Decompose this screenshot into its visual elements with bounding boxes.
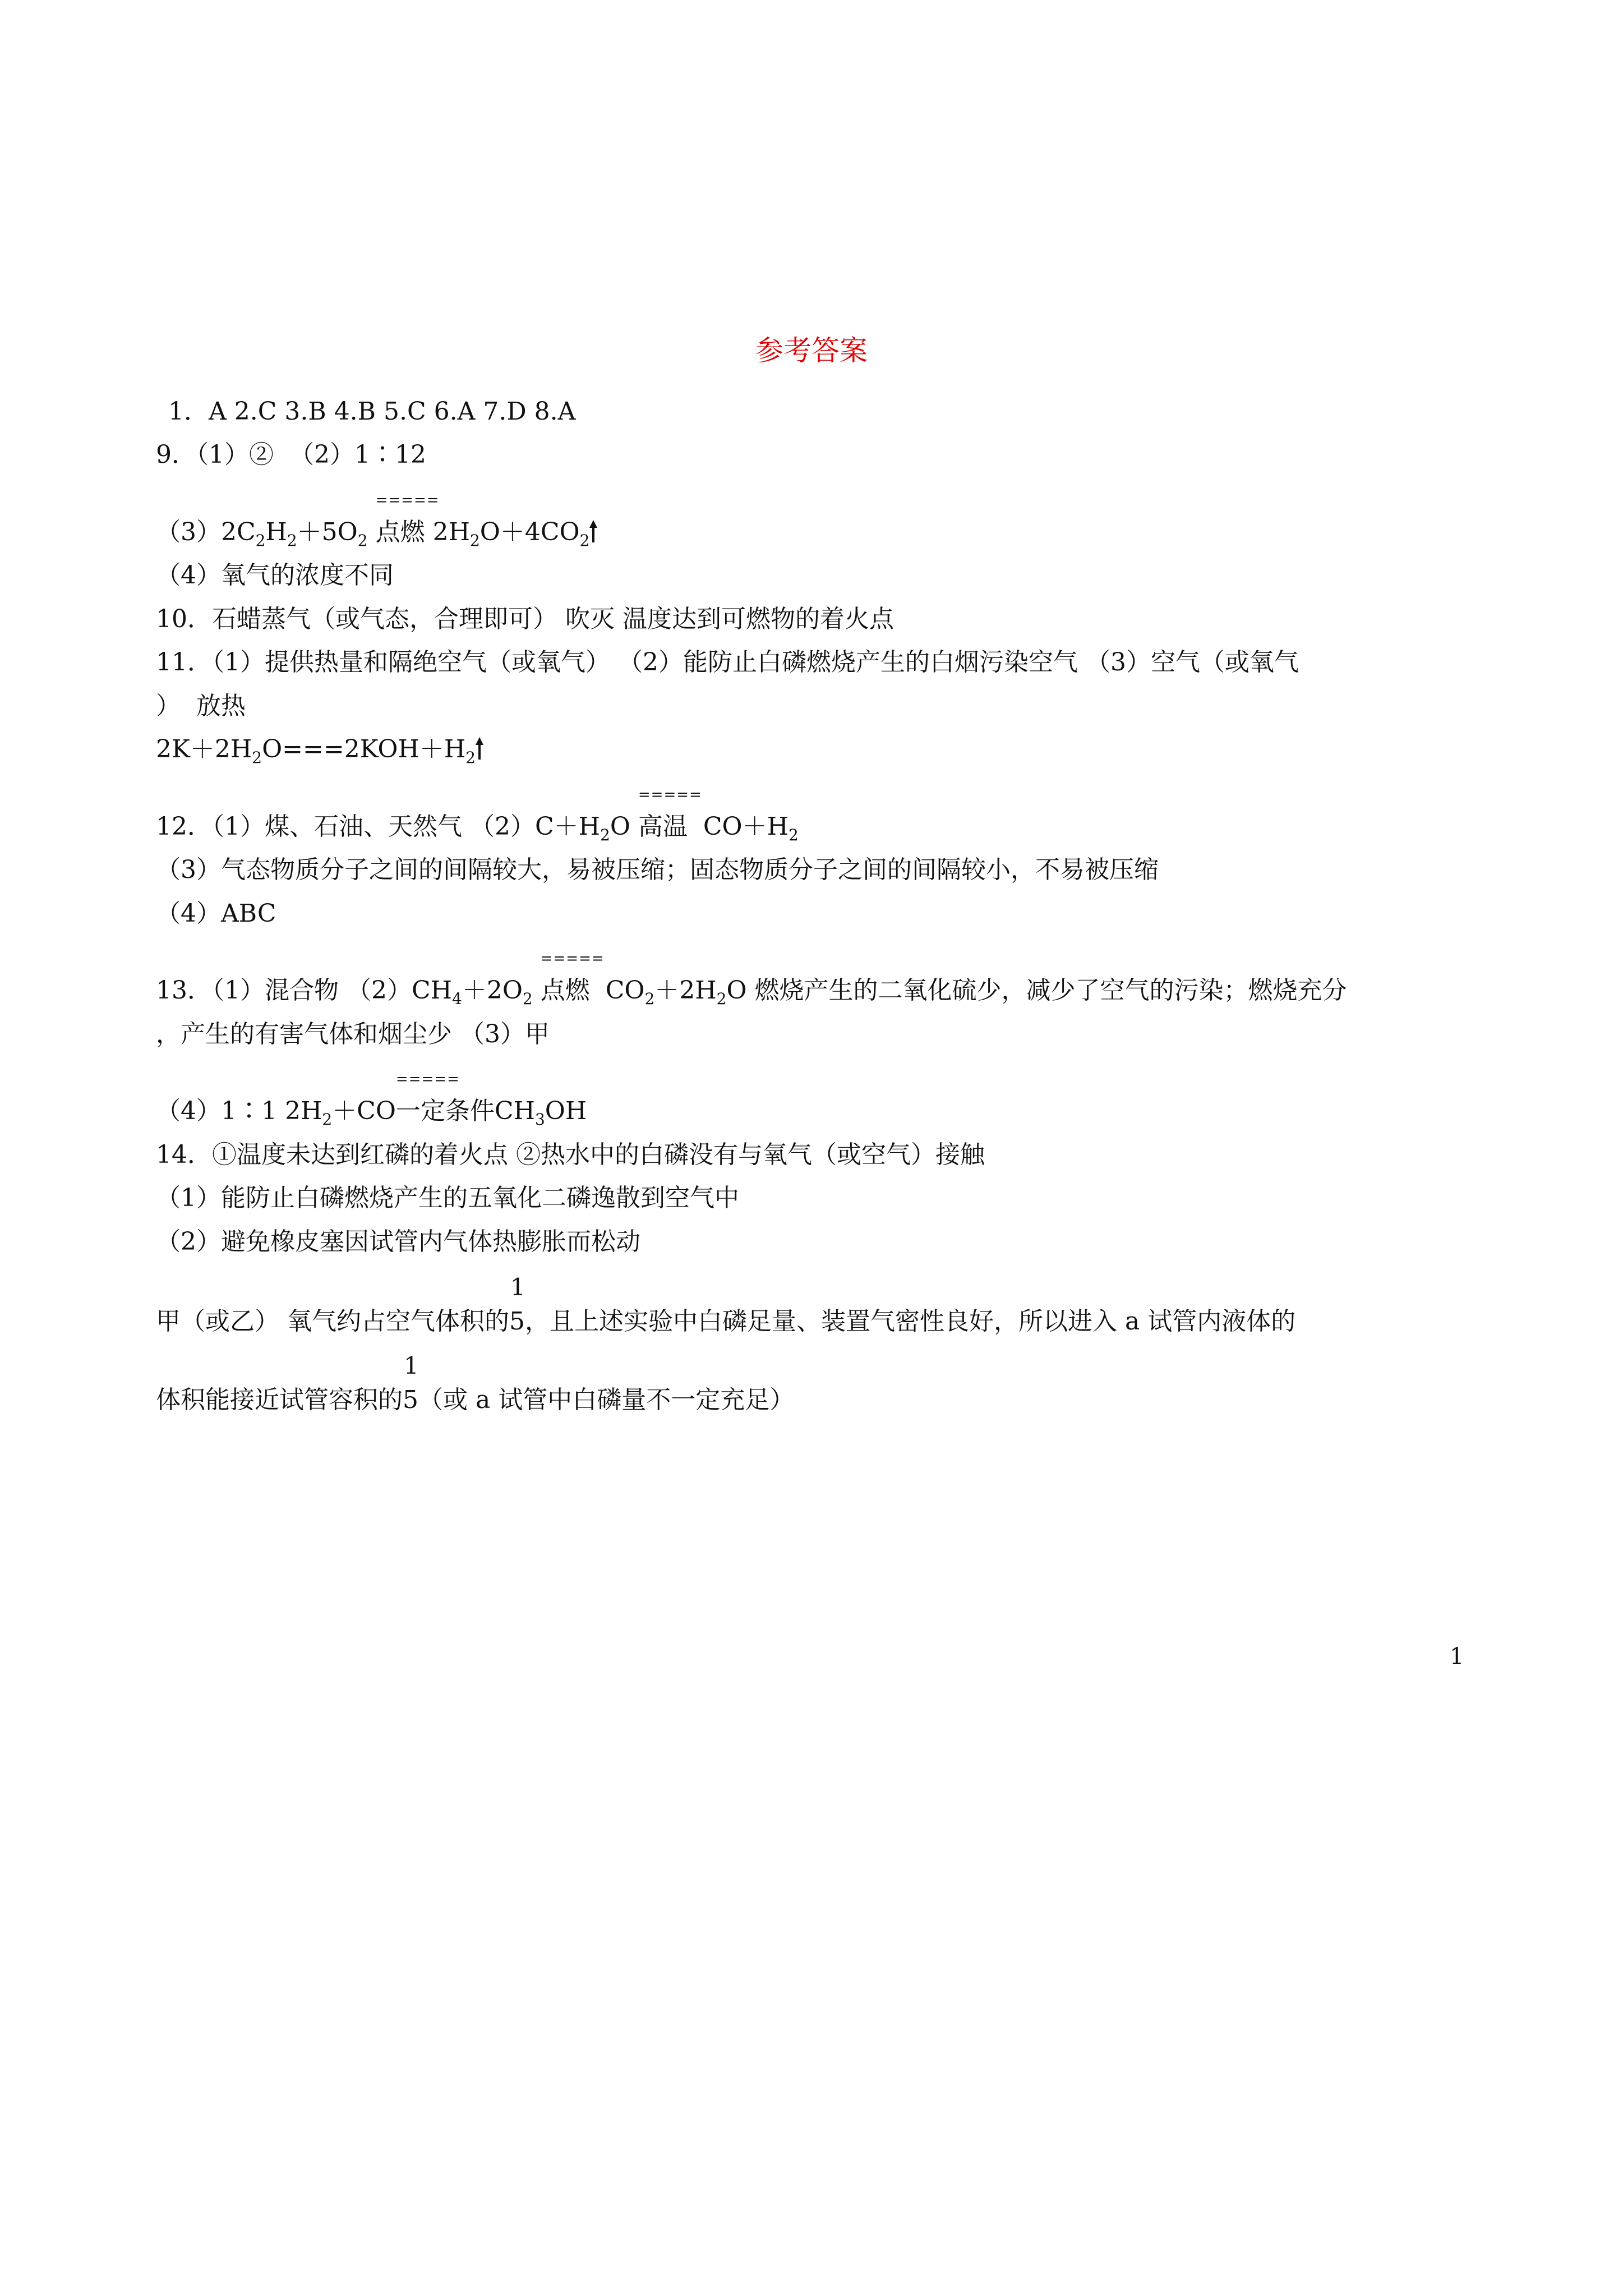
answer-14-line-1: 14．①温度未达到红磷的着火点 ②热水中的白磷没有与氧气（或空气）接触 [156,1140,985,1169]
gas-up-arrow-icon [589,520,597,542]
fraction: 1 5 [403,1352,419,1414]
reaction-condition: ===== 点燃 [540,950,605,1005]
answer-11-equation: $2K+2H_2O===2KOH+H_2$ [156,735,483,764]
answer-10: 10．石蜡蒸气（或气态，合理即可） 吹灭 温度达到可燃物的着火点 [156,605,894,633]
reaction-condition: ===== 一定条件 [395,1071,495,1125]
answer-13-line-2: ，产生的有害气体和烟尘少 （3）甲 [156,1020,550,1048]
reaction-condition: ===== 高温 [638,786,702,841]
answer-12-line-2: （3）气态物质分子之间的间隔较大，易被压缩；固态物质分子之间的间隔较小，不易被压缩 [156,855,1159,884]
page-number: 1 [1450,1644,1464,1669]
answer-11-line-1: 11．（1）提供热量和隔绝空气（或氧气） （2）能防止白磷燃烧产生的白烟污染空气 （3）空气（或氧气 [156,648,1299,677]
answer-9-line-3: （4）氧气的浓度不同 [156,561,394,590]
answer-9-equation: $(3)2C_2H_2+5O_2$ ===== 点燃 $2H_2O+4CO_2$ [156,518,597,547]
answer-14-line-5: 体积能接近试管容积的 1 5（或 a 试管中白磷量不一定充足） [156,1352,795,1414]
gas-up-arrow-icon [476,737,483,760]
answer-14-line-4: 甲（或乙） 氧气约占空气体积的 1 5，且上述实验中白磷足量、装置气密性良好，所以进入 a 试管内液体的 [156,1273,1296,1336]
fraction: 1 5 [509,1273,525,1336]
answer-12-line-3: （4）ABC [156,899,276,928]
answer-9-line-1: 9．（1）② （2）1∶12 [156,440,426,469]
answer-12-line-1: 12．（1）煤、石油、天然气 $(2)C+H_2O$ ===== 高温 $CO+H_2$ [156,786,799,844]
reaction-condition: ===== 点燃 [375,492,440,546]
answer-14-line-3: （2）避免橡皮塞因试管内气体热膨胀而松动 [156,1227,640,1256]
answer-13-line-1: 13．（1）混合物 $(2)CH_4+2O_2$ ===== 点燃 $CO_2+2H_2O$ 燃烧产生的二氧化硫少，减少了空气的污染；燃烧充分 [156,950,1347,1008]
answer-11-line-2: ） 放热 [156,692,246,720]
answer-13-line-3: （4）1∶1 $2H_2+CO$ ===== 一定条件$CH_3OH$ [156,1071,587,1129]
answers-1-8: 1．A 2.C 3.B 4.B 5.C 6.A 7.D 8.A [168,397,576,426]
page-title: 参考答案 [755,334,868,367]
answer-14-line-2: （1）能防止白磷燃烧产生的五氧化二磷逸散到空气中 [156,1184,739,1212]
